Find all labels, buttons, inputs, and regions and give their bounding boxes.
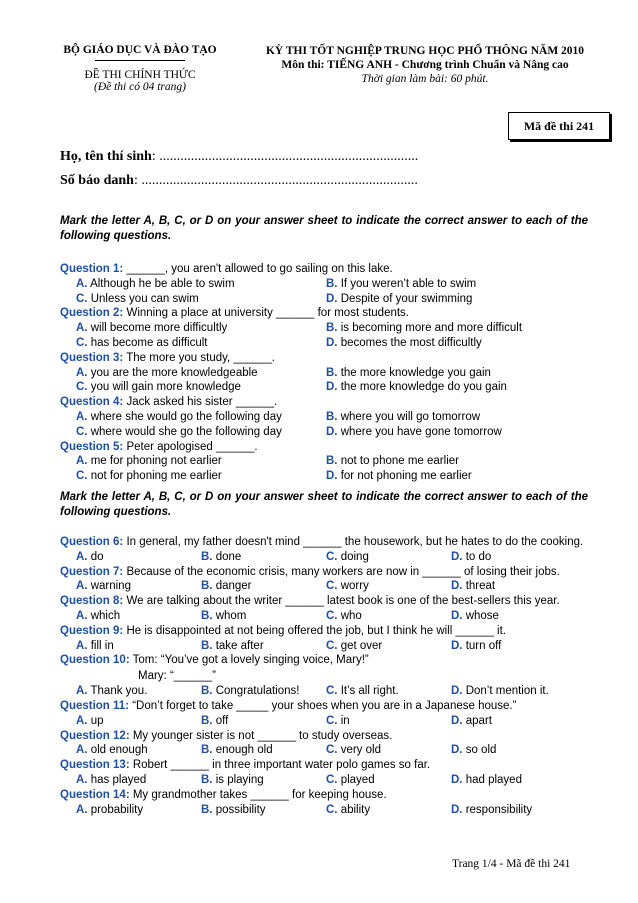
option-letter: C.: [326, 609, 338, 622]
option-letter: A.: [76, 322, 88, 335]
page-footer: Trang 1/4 - Mã đề thi 241: [452, 858, 571, 870]
option-a: [76, 550, 201, 565]
option-text: to do: [465, 550, 492, 563]
option-letter: D.: [451, 639, 463, 652]
exam-code-box: Mã đề thi 241: [508, 112, 610, 140]
option-letter: D.: [451, 550, 463, 563]
option-text: Congratulations!: [215, 685, 300, 698]
question-number: Question 14:: [60, 788, 130, 801]
question-stem-line2: Mary: “______”: [138, 670, 216, 683]
option-letter: A.: [76, 714, 88, 727]
question-number: Question 4:: [60, 396, 124, 409]
question-item: [60, 699, 586, 729]
option-letter: C.: [326, 685, 338, 698]
option-text: the more knowledge do you gain: [340, 381, 507, 394]
option-text: will become more difficultly: [90, 322, 228, 335]
option-text: turn off: [465, 639, 502, 652]
option-letter: D.: [326, 381, 338, 394]
option-a: [76, 277, 326, 292]
exam-subject: Môn thi: TIẾNG ANH - Chương trình Chuẩn và Nâng cao: [281, 59, 569, 71]
option-letter: B.: [201, 714, 213, 727]
option-letter: B.: [326, 455, 338, 468]
option-letter: B.: [201, 685, 213, 698]
option-letter: A.: [76, 639, 88, 652]
question-number: Question 11:: [60, 699, 130, 712]
question-item: [60, 624, 586, 654]
option-letter: A.: [76, 773, 88, 786]
option-text: played: [340, 773, 375, 786]
question-stem: Winning a place at university ______ for most students.: [123, 307, 410, 320]
option-text: Thank you.: [90, 685, 148, 698]
pages-note: (Đề thi có 04 trang): [94, 81, 186, 93]
option-letter: C.: [326, 580, 338, 593]
option-text: has played: [90, 773, 147, 786]
option-text: responsibility: [465, 803, 533, 816]
option-letter: B.: [201, 639, 213, 652]
option-letter: D.: [326, 292, 338, 305]
header-right: [240, 44, 610, 86]
option-a: [76, 639, 201, 654]
question-item: [60, 306, 600, 350]
option-text: done: [215, 550, 242, 563]
option-text: worry: [340, 580, 369, 593]
option-text: up: [90, 714, 104, 727]
option-d: [451, 579, 576, 594]
candidate-name-label: Họ, tên thí sinh: [60, 149, 152, 164]
option-letter: C.: [76, 292, 88, 305]
option-a: [76, 714, 201, 729]
option-text: had played: [465, 773, 522, 786]
option-c: [326, 803, 451, 818]
option-d: [451, 684, 576, 699]
option-letter: A.: [76, 366, 88, 379]
option-text: apart: [465, 714, 492, 727]
option-text: in: [340, 714, 350, 727]
question-number: Question 13:: [60, 759, 130, 772]
option-b: [326, 321, 522, 336]
option-a: [76, 803, 201, 818]
option-a: [76, 454, 326, 469]
option-letter: D.: [451, 803, 463, 816]
question-item: [60, 395, 600, 439]
option-text: so old: [465, 744, 497, 757]
option-text: Although he be able to swim: [90, 277, 235, 290]
question-stem: Robert ______ in three important water polo games so far.: [129, 759, 431, 772]
option-letter: B.: [201, 773, 213, 786]
question-stem: Because of the economic crisis, many workers are now in ______ of losing their jobs.: [123, 565, 560, 578]
header-left: [56, 44, 224, 93]
option-d: [451, 714, 576, 729]
option-b: [201, 684, 326, 699]
exam-title: KỲ THI TỐT NGHIỆP TRUNG HỌC PHỔ THÔNG NĂM 2010: [265, 45, 585, 57]
option-text: where would she go the following day: [90, 425, 282, 438]
option-letter: C.: [326, 550, 338, 563]
question-stem: “Don’t forget to take _____ your shoes when you are in a Japanese house.”: [129, 699, 517, 712]
option-text: where you will go tomorrow: [340, 410, 481, 423]
option-letter: C.: [76, 425, 88, 438]
option-letter: D.: [451, 744, 463, 757]
option-c: [326, 743, 451, 758]
question-number: Question 6:: [60, 536, 124, 548]
option-text: warning: [90, 580, 131, 593]
option-letter: A.: [76, 685, 88, 698]
option-c: [76, 380, 326, 395]
option-letter: C.: [76, 470, 88, 483]
question-stem: He is disappointed at not being offered the job, but I think he will ______ it.: [123, 624, 507, 637]
option-letter: A.: [76, 744, 88, 757]
option-d: [451, 803, 576, 818]
option-c: [76, 292, 326, 307]
candidate-name-dots: : ..........................................................................: [151, 149, 419, 164]
question-number: Question 8:: [60, 595, 124, 608]
option-text: whose: [465, 609, 499, 622]
option-b: [201, 639, 326, 654]
question-item: [60, 788, 586, 818]
official-label: ĐỀ THI CHÍNH THỨC: [84, 69, 196, 81]
question-number: Question 10:: [60, 654, 130, 667]
question-item: [60, 729, 586, 759]
option-b: [201, 609, 326, 624]
instruction-section-2: Mark the letter A, B, C, or D on your answer sheet to indicate the correct answer to each of the following questions.: [60, 491, 588, 518]
option-letter: C.: [326, 773, 338, 786]
option-letter: C.: [326, 744, 338, 757]
option-c: [326, 773, 451, 788]
option-b: [201, 773, 326, 788]
option-letter: A.: [76, 410, 88, 423]
option-c: [326, 639, 451, 654]
option-letter: C.: [326, 803, 338, 816]
exam-duration: Thời gian làm bài: 60 phút.: [361, 73, 489, 85]
option-letter: A.: [76, 609, 88, 622]
question-item: [60, 262, 600, 306]
option-text: who: [340, 609, 362, 622]
question-number: Question 7:: [60, 565, 124, 578]
option-letter: C.: [326, 714, 338, 727]
option-b: [326, 410, 480, 425]
candidate-id-dots: : ...............................................................................: [133, 173, 418, 188]
option-text: very old: [340, 744, 381, 757]
option-d: [451, 550, 576, 565]
option-c: [76, 425, 326, 440]
option-text: me for phoning not earlier: [90, 455, 222, 468]
question-number: Question 12:: [60, 729, 130, 742]
option-b: [326, 454, 459, 469]
option-letter: C.: [76, 381, 88, 394]
option-text: Despite of your swimming: [340, 292, 473, 305]
option-letter: B.: [326, 322, 338, 335]
option-letter: D.: [451, 609, 463, 622]
option-text: possibility: [215, 803, 266, 816]
option-letter: D.: [326, 425, 338, 438]
option-d: [326, 336, 482, 351]
option-letter: A.: [76, 580, 88, 593]
question-stem: Peter apologised ______.: [123, 440, 258, 453]
candidate-name-field: [60, 149, 418, 165]
option-text: probability: [90, 803, 144, 816]
option-text: threat: [465, 580, 496, 593]
option-text: is becoming more and more difficult: [340, 322, 523, 335]
option-text: Don’t mention it.: [465, 685, 549, 698]
option-text: old enough: [90, 744, 148, 757]
option-c: [326, 579, 451, 594]
option-text: the more knowledge you gain: [340, 366, 491, 379]
question-number: Question 5:: [60, 440, 124, 453]
option-text: take after: [215, 639, 264, 652]
option-letter: B.: [201, 580, 213, 593]
option-text: has become as difficult: [90, 336, 208, 349]
option-text: off: [215, 714, 229, 727]
question-group-2: [60, 535, 586, 817]
ministry-name: BỘ GIÁO DỤC VÀ ĐÀO TẠO: [63, 44, 217, 56]
option-d: [326, 425, 502, 440]
option-text: do: [90, 550, 104, 563]
option-c: [326, 609, 451, 624]
option-text: If you weren’t able to swim: [340, 277, 477, 290]
option-letter: B.: [201, 609, 213, 622]
option-b: [201, 550, 326, 565]
option-letter: B.: [201, 803, 213, 816]
question-stem: My grandmother takes ______ for keeping house.: [129, 788, 387, 801]
option-b: [326, 277, 476, 292]
option-b: [326, 366, 491, 381]
option-a: [76, 321, 326, 336]
option-text: whom: [215, 609, 247, 622]
option-text: you will gain more knowledge: [90, 381, 241, 394]
option-b: [201, 714, 326, 729]
option-text: becomes the most difficultly: [340, 336, 482, 349]
option-letter: A.: [76, 455, 88, 468]
question-stem: My younger sister is not ______ to study overseas.: [129, 729, 393, 742]
question-number: Question 1:: [60, 263, 124, 275]
option-d: [451, 609, 576, 624]
header-divider: [95, 60, 185, 61]
option-b: [201, 803, 326, 818]
question-item: [60, 351, 600, 395]
option-b: [201, 579, 326, 594]
option-a: [76, 609, 201, 624]
option-a: [76, 743, 201, 758]
option-c: [326, 684, 451, 699]
option-text: danger: [215, 580, 252, 593]
question-group-1: [60, 262, 600, 484]
option-letter: D.: [451, 773, 463, 786]
option-letter: B.: [326, 366, 338, 379]
question-number: Question 2:: [60, 307, 124, 320]
option-text: which: [90, 609, 121, 622]
option-text: get over: [340, 639, 383, 652]
option-c: [326, 714, 451, 729]
option-text: It’s all right.: [340, 685, 399, 698]
question-stem: We are talking about the writer ______ latest book is one of the best-sellers this year.: [123, 595, 560, 608]
question-item: [60, 535, 586, 565]
option-a: [76, 410, 326, 425]
option-text: you are the more knowledgeable: [90, 366, 258, 379]
option-text: where you have gone tomorrow: [340, 425, 502, 438]
question-number: Question 9:: [60, 624, 124, 637]
option-letter: B.: [201, 744, 213, 757]
option-a: [76, 366, 326, 381]
option-text: is playing: [215, 773, 264, 786]
option-letter: C.: [326, 639, 338, 652]
question-stem: Tom: “You’ve got a lovely singing voice, Mary!”: [129, 654, 369, 667]
option-letter: D.: [451, 580, 463, 593]
option-c: [76, 469, 326, 484]
option-text: not to phone me earlier: [340, 455, 459, 468]
option-letter: D.: [326, 470, 338, 483]
question-item: [60, 565, 586, 595]
option-a: [76, 773, 201, 788]
option-text: ability: [340, 803, 371, 816]
option-d: [451, 639, 576, 654]
option-letter: C.: [76, 336, 88, 349]
option-letter: D.: [326, 336, 338, 349]
option-letter: B.: [326, 277, 338, 290]
option-letter: B.: [201, 550, 213, 563]
option-text: fill in: [90, 639, 114, 652]
option-text: not for phoning me earlier: [90, 470, 222, 483]
question-item: [60, 440, 600, 484]
question-item: [60, 594, 586, 624]
question-stem: ______, you aren't allowed to go sailing on this lake.: [123, 263, 393, 275]
question-stem: Jack asked his sister ______.: [123, 396, 278, 409]
option-d: [326, 292, 472, 307]
candidate-id-label: Số báo danh: [60, 173, 134, 188]
option-text: doing: [340, 550, 369, 563]
option-letter: D.: [451, 685, 463, 698]
option-letter: B.: [326, 410, 338, 423]
question-stem: In general, my father doesn't mind ______ the housework, but he hates to do the cooking.: [123, 536, 584, 548]
option-text: Unless you can swim: [90, 292, 199, 305]
option-c: [76, 336, 326, 351]
option-a: [76, 579, 201, 594]
option-letter: A.: [76, 277, 88, 290]
option-a: [76, 684, 201, 699]
question-item: [60, 758, 586, 788]
option-d: [326, 380, 507, 395]
question-item: [60, 653, 586, 699]
option-c: [326, 550, 451, 565]
option-letter: D.: [451, 714, 463, 727]
instruction-section-1: Mark the letter A, B, C, or D on your answer sheet to indicate the correct answer to each of the following questions.: [60, 215, 588, 242]
option-letter: A.: [76, 550, 88, 563]
option-text: where she would go the following day: [90, 410, 282, 423]
option-letter: A.: [76, 803, 88, 816]
question-stem: The more you study, ______.: [123, 351, 275, 364]
option-text: for not phoning me earlier: [340, 470, 472, 483]
option-d: [451, 743, 576, 758]
candidate-id-field: [60, 173, 418, 189]
question-number: Question 3:: [60, 351, 124, 364]
option-d: [326, 469, 472, 484]
option-text: enough old: [215, 744, 273, 757]
option-b: [201, 743, 326, 758]
option-d: [451, 773, 576, 788]
